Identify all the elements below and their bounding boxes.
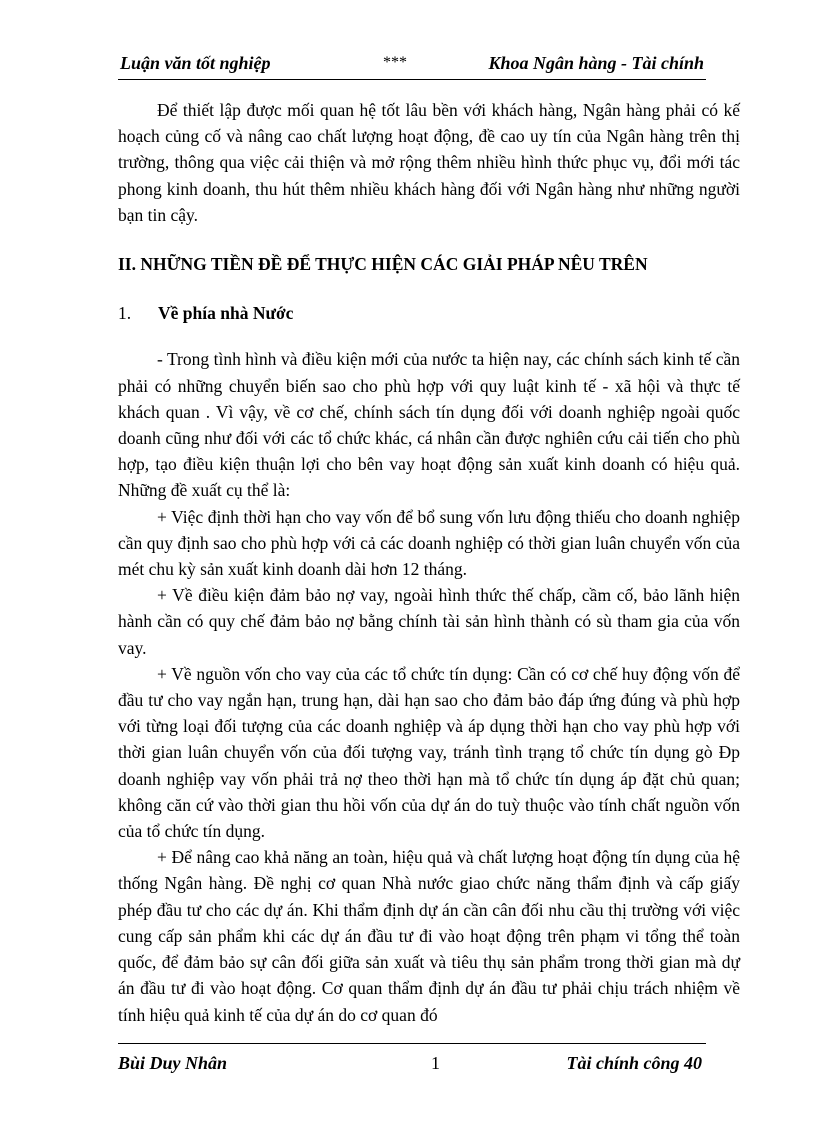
body-paragraph: + Để nâng cao khả năng an toàn, hiệu quả và chất lượng hoạt động tín dụng của hệ thống Ngân hàng. Đề nghị cơ quan Nhà nước giao chức năng thẩm định và cấp giấy phép đầu tư cho các dự án. Khi thẩm định dự án cần cân đối nhu cầu thị trường với việc cung cấp sản phẩm khi các dự án đầu tư đi vào hoạt động trên phạm vi tổng thể toàn quốc, để đảm bảo sự cân đối giữa sản xuất và tiêu thụ sản phẩm trong thời gian mà dự án đầu tư đi vào hoạt động. Cơ quan thẩm định dự án đầu tư phải chịu trách nhiệm về tính hiệu quả kinh tế của dự án do cơ quan đó (118, 847, 740, 1025)
header-rule (118, 79, 706, 80)
footer-rule (118, 1043, 706, 1044)
body-paragraph: + Về điều kiện đảm bảo nợ vay, ngoài hình thức thế chấp, cầm cố, bảo lãnh hiện hành cần có quy chế đảm bảo nợ bằng chính tài sản hình thành có sù tham gia của vốn vay. (118, 585, 740, 658)
subsection-title: Về phía nhà Nước (158, 303, 294, 324)
page-footer (118, 1050, 710, 1080)
page-header (118, 50, 710, 80)
subsection-number: 1. (118, 303, 132, 324)
page-body (118, 97, 740, 1028)
header-thesis-label: Luận văn tốt nghiệp (120, 53, 271, 73)
subsection-heading (118, 300, 740, 326)
header-separator: *** (383, 54, 407, 71)
header-faculty-label: Khoa Ngân hàng - Tài chính (488, 53, 704, 73)
body-paragraph: + Về nguồn vốn cho vay của các tổ chức tín dụng: Cần có cơ chế huy động vốn để đầu tư cho vay ngắn hạn, trung hạn, dài hạn sao cho đảm bảo đáp ứng đúng và phù hợp với từng loại đối tượng của các doanh nghiệp và áp dụng thời hạn cho vay phù hợp với thời gian luân chuyển vốn của đối tượng vay, tránh tình trạng tổ chức tín dụng gò Ðp doanh nghiệp vay vốn phải trả nợ theo thời hạn mà tổ chức tín dụng áp đặt chủ quan; không căn cứ vào thời gian thu hồi vốn của dự án do tuỳ thuộc vào tính chất nguồn vốn của tổ chức tín dụng. (118, 663, 740, 842)
footer-author: Bùi Duy Nhân (118, 1053, 228, 1073)
body-paragraph: - Trong tình hình và điều kiện mới của nước ta hiện nay, các chính sách kinh tế cần phải có những chuyển biến sao cho phù hợp với quy luật kinh tế - xã hội và thực tế khách quan . Vì vậy, về cơ chế, chính sách tín dụng đối với doanh nghiệp ngoài quốc doanh cũng như đối với các tổ chức khác, cá nhân cần được nghiên cứu cải tiến cho phù hợp, tạo điều kiện thuận lợi cho bên vay hoạt động sản xuất kinh doanh có hiệu quả. Những đề xuất cụ thể là: (118, 349, 740, 501)
intro-paragraph: Để thiết lập được mối quan hệ tốt lâu bền với khách hàng, Ngân hàng phải có kế hoạch củng cố và nâng cao chất lượng hoạt động, đề cao uy tín của Ngân hàng trên thị trường, thông qua việc cải thiện và mở rộng thêm nhiều hình thức phục vụ, đổi mới tác phong kinh doanh, thu hút thêm nhiều khách hàng đối với Ngân hàng như những người bạn tin cậy. (118, 100, 740, 225)
section-heading: II. NHỮNG TIỀN ĐỀ ĐỂ THỰC HIỆN CÁC GIẢI PHÁP NÊU TRÊN (118, 254, 648, 275)
page-number: 1 (431, 1053, 440, 1073)
body-paragraph: + Việc định thời hạn cho vay vốn để bổ sung vốn lưu động thiếu cho doanh nghiệp cần quy định sao cho phù hợp với cả các doanh nghiệp có thời gian luân chuyển vốn của mét chu kỳ sản xuất kinh doanh dài hơn 12 tháng. (118, 506, 740, 580)
footer-class: Tài chính công 40 (566, 1053, 702, 1073)
